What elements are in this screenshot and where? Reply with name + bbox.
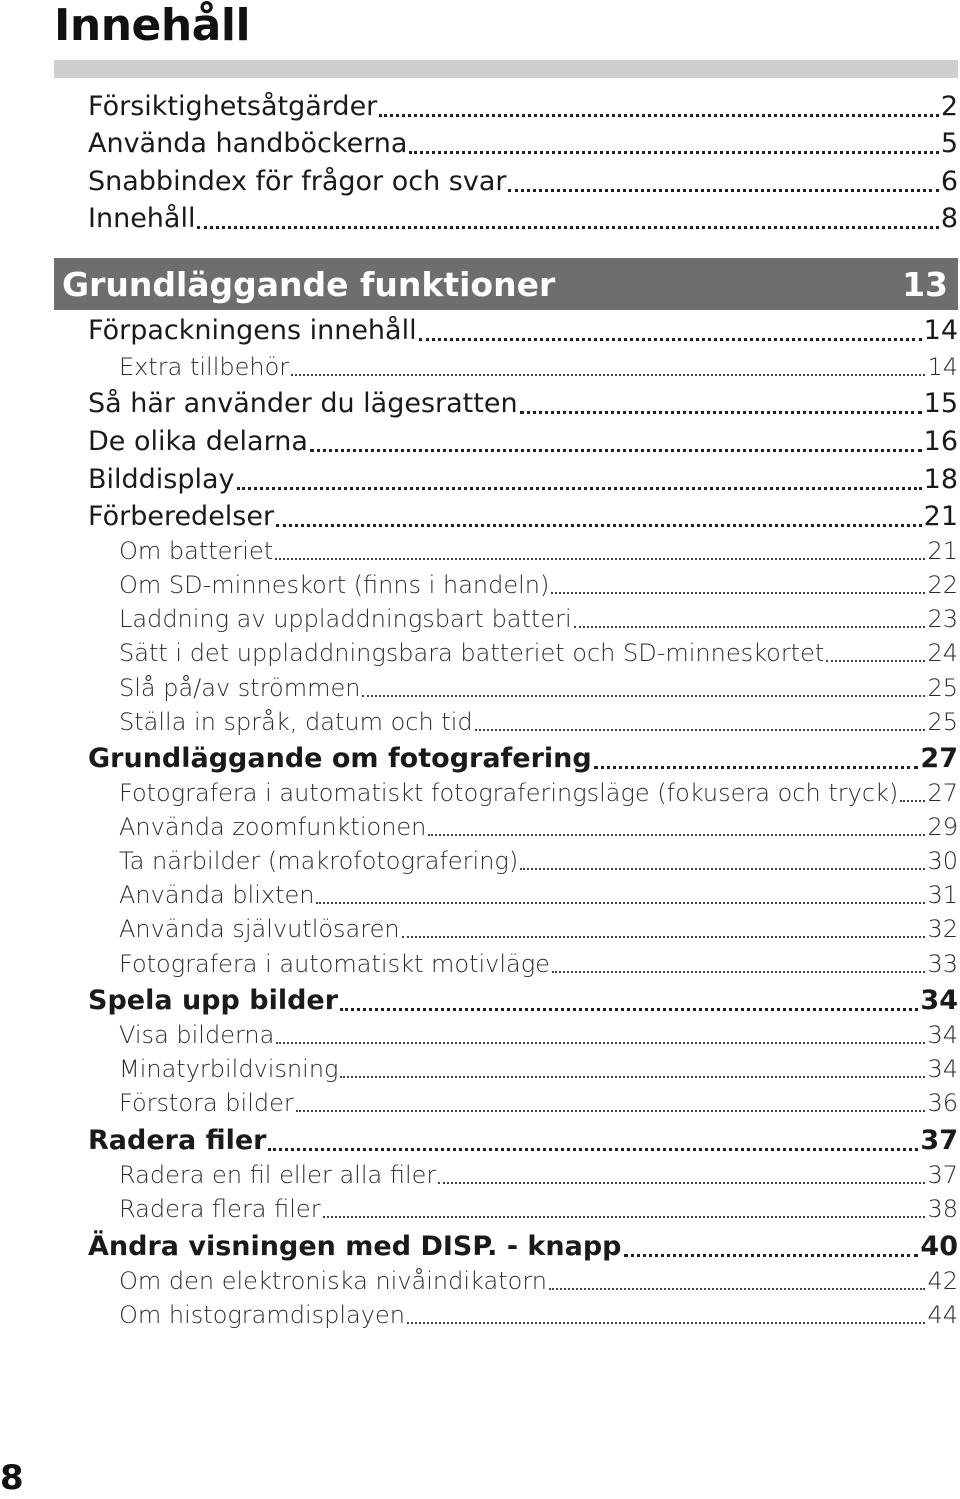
dot-leader (197, 226, 938, 229)
toc-entry-label: Så här använder du lägesratten (88, 388, 518, 419)
toc-entry-page: 29 (927, 813, 958, 841)
toc-entry-label: Försiktighetsåtgärder (88, 91, 378, 122)
dot-leader (409, 151, 938, 154)
toc-entry[interactable] (119, 351, 958, 383)
toc-entry-page: 21 (927, 537, 958, 565)
dot-leader (407, 1322, 926, 1324)
section-title: Grundläggande funktioner (62, 264, 556, 304)
toc-entry[interactable] (119, 672, 958, 704)
dot-leader (428, 834, 925, 836)
toc-entry[interactable] (119, 1265, 958, 1297)
dot-leader (624, 1254, 919, 1257)
toc-entry[interactable] (119, 569, 958, 601)
dot-leader (340, 1076, 925, 1078)
dot-leader (323, 1216, 926, 1218)
toc-entry-page: 27 (920, 743, 958, 774)
toc-entry-page: 33 (927, 950, 958, 978)
toc-entry-label: Om batteriet (119, 537, 274, 565)
toc-entry-page: 5 (940, 128, 958, 159)
toc-entry-label: Förstora bilder (119, 1089, 294, 1117)
toc-entry[interactable] (88, 741, 958, 777)
dot-leader (275, 558, 925, 560)
dot-leader (475, 729, 926, 731)
toc-entry-label: Använda handböckerna (88, 128, 408, 159)
toc-entry-label: Använda blixten (119, 881, 315, 909)
toc-entry-page: 15 (923, 388, 958, 419)
toc-entry-page: 14 (923, 315, 958, 346)
toc-entry-label: Fotografera i automatiskt fotograferingsläge (fokusera och tryck) (119, 779, 899, 807)
toc-entry-page: 40 (920, 1231, 958, 1262)
toc-entry-label: Använda självutlösaren (119, 915, 400, 943)
dot-leader (276, 524, 922, 527)
toc-entry[interactable] (119, 1299, 958, 1331)
toc-entry-page: 44 (927, 1301, 958, 1329)
toc-entry-page: 30 (927, 847, 958, 875)
dot-leader (268, 1148, 918, 1151)
toc-entry-page: 16 (923, 426, 958, 457)
toc-entry[interactable] (88, 424, 958, 460)
dot-leader (402, 936, 926, 938)
toc-entry[interactable] (119, 777, 958, 809)
toc-entry-page: 6 (940, 166, 958, 197)
toc-entry[interactable] (119, 1053, 958, 1085)
toc-entry-label: Extra tillbehör (119, 353, 290, 381)
toc-entry[interactable] (119, 1019, 958, 1051)
page-number: 8 (0, 1458, 24, 1498)
toc-entry-label: De olika delarna (88, 426, 308, 457)
page-title: Innehåll (54, 0, 251, 51)
toc-entry-page: 36 (927, 1089, 958, 1117)
toc-entry[interactable] (119, 811, 958, 843)
dot-leader (508, 189, 938, 192)
dot-leader (419, 338, 922, 341)
toc-entry-page: 34 (920, 985, 958, 1016)
toc-entry-page: 25 (927, 674, 958, 702)
dot-leader (296, 1110, 926, 1112)
dot-leader (237, 487, 922, 490)
toc-entry-label: Om den elektroniska nivåindikatorn (119, 1267, 547, 1295)
toc-entry-page: 37 (920, 1125, 958, 1156)
dot-leader (574, 626, 926, 628)
toc-entry-label: Sätt i det uppladdningsbara batteriet och SD-minneskortet (119, 639, 825, 667)
dot-leader (900, 800, 925, 802)
toc-entry-label: Laddning av uppladdningsbart batteri (119, 605, 572, 633)
toc-entry[interactable] (88, 89, 958, 125)
dot-leader (340, 1008, 918, 1011)
toc-entry-page: 31 (927, 881, 958, 909)
dot-leader (552, 971, 926, 973)
toc-entry-page: 27 (927, 779, 958, 807)
toc-entry-label: Spela upp bilder (88, 985, 339, 1016)
toc-entry[interactable] (119, 603, 958, 635)
toc-entry-label: Radera filer (88, 1125, 267, 1156)
toc-entry-page: 22 (927, 571, 958, 599)
toc-entry[interactable] (119, 1159, 958, 1191)
dot-leader (520, 411, 922, 414)
dot-leader (520, 868, 925, 870)
toc-entry-page: 2 (940, 91, 958, 122)
toc-entry-label: Om SD-minneskort (finns i handeln) (119, 571, 550, 599)
toc-entry[interactable] (88, 201, 958, 237)
dot-leader (551, 592, 925, 594)
toc-entry[interactable] (88, 462, 958, 498)
toc-entry-page: 34 (927, 1021, 958, 1049)
toc-entry-label: Ändra visningen med DISP. - knapp (88, 1231, 622, 1262)
dot-leader (316, 902, 925, 904)
toc-entry-label: Ta närbilder (makrofotografering) (119, 847, 519, 875)
toc-entry[interactable] (119, 535, 958, 567)
toc-entry[interactable] (119, 706, 958, 738)
dot-leader (291, 374, 925, 376)
toc-entry[interactable] (88, 1229, 958, 1265)
dot-leader (438, 1182, 925, 1184)
section-header[interactable] (54, 258, 958, 310)
toc-entry[interactable] (119, 879, 958, 911)
toc-entry-page: 34 (927, 1055, 958, 1083)
toc-entry-page: 8 (940, 203, 958, 234)
toc-entry-label: Radera en fil eller alla filer (119, 1161, 437, 1189)
toc-entry-page: 24 (927, 639, 958, 667)
toc-entry[interactable] (119, 948, 958, 980)
toc-entry-label: Radera flera filer (119, 1195, 321, 1223)
toc-entry-page: 38 (927, 1195, 958, 1223)
toc-entry-label: Fotografera i automatiskt motivläge (119, 950, 550, 978)
toc-entry-page: 37 (927, 1161, 958, 1189)
toc-entry-label: Förberedelser (88, 501, 275, 532)
toc-entry[interactable] (119, 845, 958, 877)
toc-entry-label: Innehåll (88, 203, 196, 234)
toc-entry-label: Använda zoomfunktionen (119, 813, 427, 841)
dot-leader (310, 449, 922, 452)
toc-entry[interactable] (119, 1087, 958, 1119)
toc-entry[interactable] (88, 499, 958, 535)
toc-entry-label: Förpackningens innehåll (88, 315, 417, 346)
title-rule (54, 60, 958, 78)
dot-leader (379, 114, 939, 117)
toc-entry-label: Ställa in språk, datum och tid (119, 708, 473, 736)
toc-entry-label: Snabbindex för frågor och svar (88, 166, 507, 197)
toc-entry-page: 14 (927, 353, 958, 381)
toc-entry[interactable] (119, 1193, 958, 1225)
toc-entry-page: 18 (923, 464, 958, 495)
toc-entry[interactable] (119, 637, 958, 669)
toc-entry-page: 21 (923, 501, 958, 532)
toc-entry[interactable] (88, 983, 958, 1019)
dot-leader (594, 766, 919, 769)
toc-entry-page: 23 (927, 605, 958, 633)
toc-entry-label: Slå på/av strömmen (119, 674, 361, 702)
toc-entry-label: Bilddisplay (88, 464, 235, 495)
toc-entry-page: 42 (927, 1267, 958, 1295)
toc-entry-page: 25 (927, 708, 958, 736)
toc-entry-label: Grundläggande om fotografering (88, 743, 592, 774)
dot-leader (826, 660, 925, 662)
toc-entry-label: Minatyrbildvisning (119, 1055, 339, 1083)
toc-entry-page: 32 (927, 915, 958, 943)
toc-entry[interactable] (88, 126, 958, 162)
section-page: 13 (902, 264, 948, 304)
toc-entry-label: Visa bilderna (119, 1021, 275, 1049)
dot-leader (549, 1288, 925, 1290)
dot-leader (276, 1042, 925, 1044)
toc-entry[interactable] (88, 164, 958, 200)
toc-entry[interactable] (119, 913, 958, 945)
toc-entry[interactable] (88, 313, 958, 349)
dot-leader (362, 695, 925, 697)
toc-entry[interactable] (88, 386, 958, 422)
toc-entry[interactable] (88, 1123, 958, 1159)
toc-entry-label: Om histogramdisplayen (119, 1301, 405, 1329)
